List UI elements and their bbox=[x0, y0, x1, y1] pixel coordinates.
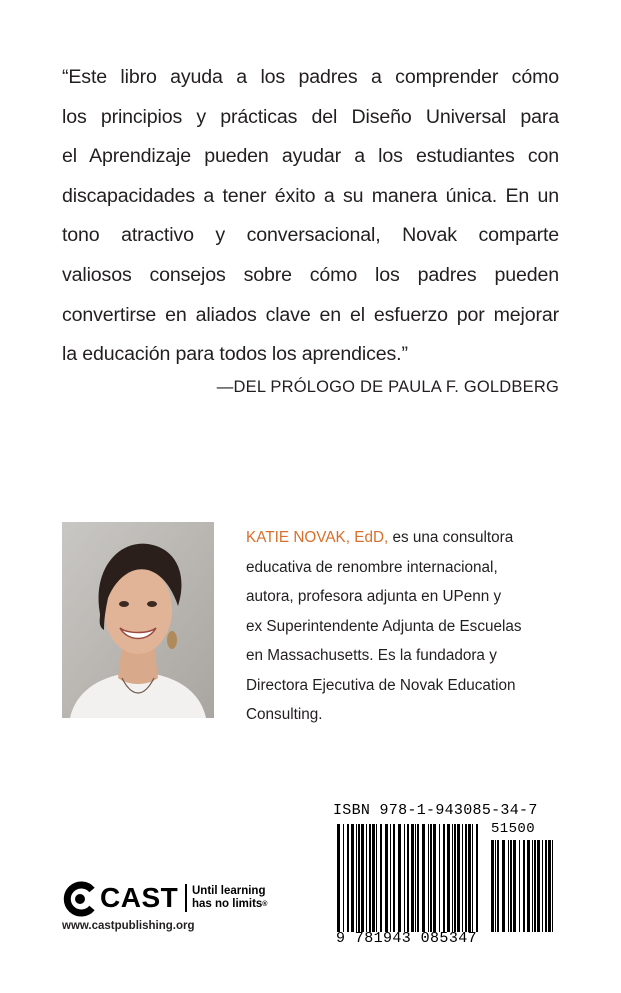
bio-line: en Massachusetts. Es la fundadora y bbox=[246, 647, 497, 664]
tagline-line: has no limits bbox=[192, 898, 263, 910]
author-photo bbox=[62, 522, 214, 718]
bio-line: educativa de renombre internacional, bbox=[246, 558, 498, 576]
quote-line: los principios y prácticas del Diseño Universal para bbox=[62, 105, 559, 128]
back-cover-quote bbox=[62, 58, 559, 375]
quote-line: “Este libro ayuda a los padres a comprender cómo bbox=[62, 66, 559, 88]
tagline-line: Until learning bbox=[192, 885, 266, 897]
trademark-symbol: ® bbox=[262, 901, 268, 908]
quote-line: la educación para todos los aprendices.” bbox=[62, 343, 408, 366]
bio-line: ex Superintendente Adjunta de Escuelas bbox=[246, 617, 522, 635]
publisher-tagline bbox=[192, 885, 322, 911]
quote-line: valiosos consejos sobre cómo los padres pueden bbox=[62, 263, 559, 286]
price-code: 51500 bbox=[491, 821, 536, 837]
bio-line: Consulting. bbox=[246, 706, 323, 723]
bio-line: Directora Ejecutiva de Novak Education bbox=[246, 676, 516, 694]
logo-divider bbox=[185, 884, 187, 912]
quote-attribution: —DEL PRÓLOGO DE PAULA F. GOLDBERG bbox=[216, 378, 559, 396]
bio-line: autora, profesora adjunta en UPenn y bbox=[246, 588, 502, 605]
author-name: KATIE NOVAK, EdD, bbox=[246, 529, 389, 546]
quote-line: convertirse en aliados clave en el esfuerzo por mejorar bbox=[62, 303, 559, 326]
isbn-barcode bbox=[333, 802, 561, 952]
author-bio bbox=[246, 523, 566, 730]
quote-line: tono atractivo y conversacional, Novak comparte bbox=[62, 224, 559, 247]
quote-line: el Aprendizaje pueden ayudar a los estudiantes con bbox=[62, 145, 559, 168]
quote-line: discapacidades a tener éxito a su manera única. En un bbox=[62, 184, 559, 207]
isbn-label: ISBN 978-1-943085-34-7 bbox=[333, 802, 538, 819]
publisher-name: CAST bbox=[100, 882, 179, 913]
cast-logo-icon bbox=[62, 881, 98, 917]
bio-line: es una consultora bbox=[388, 529, 514, 546]
barcode-digits: 9 781943 085347 bbox=[336, 930, 478, 947]
publisher-website: www.castpublishing.org bbox=[62, 920, 195, 932]
publisher-logo bbox=[62, 878, 322, 918]
